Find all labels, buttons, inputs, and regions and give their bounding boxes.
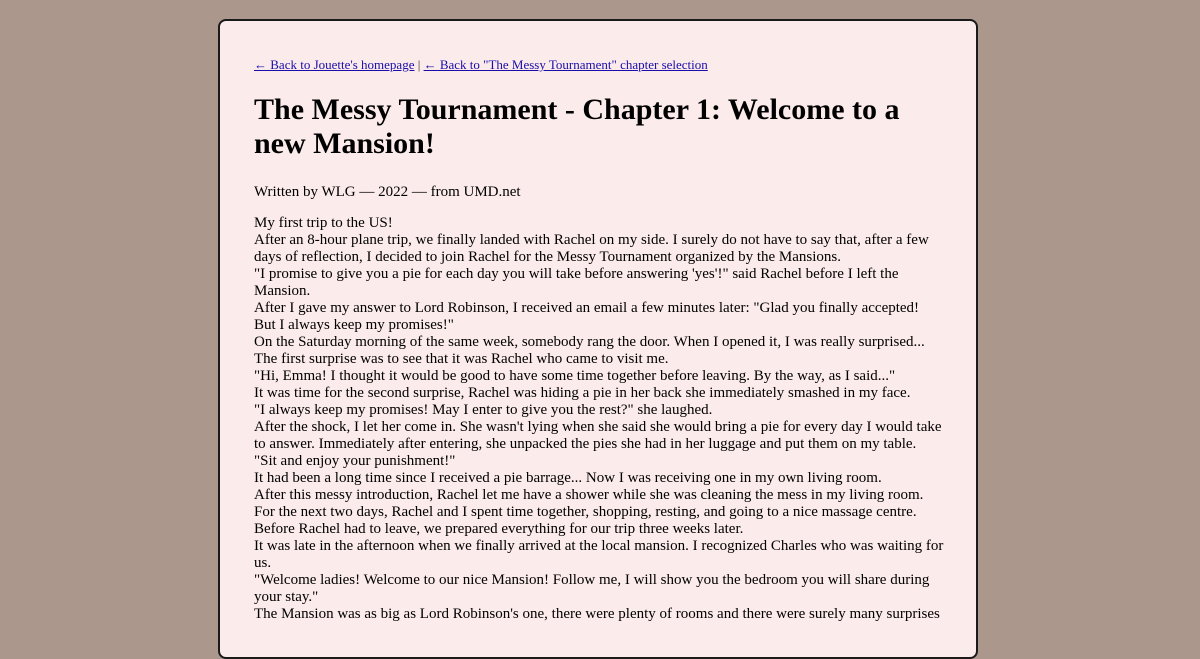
story-paragraph: It was time for the second surprise, Rachel was hiding a pie in her back she immediately smashed in my face. — [254, 385, 911, 401]
story-paragraph: After this messy introduction, Rachel let me have a shower while she was cleaning the mess in my living room. — [254, 487, 924, 503]
story-paragraph: "Welcome ladies! Welcome to our nice Mansion! Follow me, I will show you the bedroom you will share during your stay." — [254, 572, 930, 605]
story-content — [254, 57, 944, 623]
back-to-chapter-selection-link[interactable]: ← Back to "The Messy Tournament" chapter selection — [423, 57, 708, 72]
story-paragraph: For the next two days, Rachel and I spent time together, shopping, resting, and going to a nice massage centre. — [254, 504, 917, 520]
story-paragraph: It was late in the afternoon when we finally arrived at the local mansion. I recognized Charles who was waiting for us. — [254, 538, 944, 571]
story-paragraph: "Sit and enjoy your punishment!" — [254, 453, 456, 469]
nav-separator: | — [417, 57, 421, 72]
story-page — [218, 19, 978, 659]
story-paragraph: The Mansion was as big as Lord Robinson's one, there were plenty of rooms and there were surely many surprises — [254, 606, 940, 622]
chapter-title: The Messy Tournament - Chapter 1: Welcome to a new Mansion! — [254, 93, 900, 160]
story-paragraph: It had been a long time since I received a pie barrage... Now I was receiving one in my own living room. — [254, 470, 882, 486]
story-paragraph: On the Saturday morning of the same week, somebody rang the door. When I opened it, I was really surprised... — [254, 334, 925, 350]
story-paragraph: After an 8-hour plane trip, we finally landed with Rachel on my side. I surely do not have to say that, after a few days of reflection, I decided to join Rachel for the Messy Tournament organized by the Mansions. — [254, 232, 929, 265]
story-paragraph: Before Rachel had to leave, we prepared everything for our trip three weeks later. — [254, 521, 744, 537]
story-paragraph: The first surprise was to see that it was Rachel who came to visit me. — [254, 351, 669, 367]
story-paragraph: "Hi, Emma! I thought it would be good to have some time together before leaving. By the way, as I said..." — [254, 368, 896, 384]
story-text — [254, 215, 944, 623]
back-to-homepage-link[interactable]: ← Back to Jouette's homepage — [254, 57, 415, 72]
story-paragraph: "I promise to give you a pie for each day you will take before answering 'yes'!" said Rachel before I left the Mansion. — [254, 266, 899, 299]
byline: Written by WLG — 2022 — from UMD.net — [254, 184, 521, 200]
story-paragraph: After the shock, I let her come in. She wasn't lying when she said she would bring a pie for every day I would take to answer. Immediately after entering, she unpacked the pies she had in her luggage and put them on my table. — [254, 419, 942, 452]
story-paragraph: "I always keep my promises! May I enter to give you the rest?" she laughed. — [254, 402, 713, 418]
story-paragraph: My first trip to the US! — [254, 215, 393, 231]
navigation-links — [254, 57, 944, 73]
story-paragraph: After I gave my answer to Lord Robinson, I received an email a few minutes later: "Glad you finally accepted! But I always keep my promises!" — [254, 300, 920, 333]
